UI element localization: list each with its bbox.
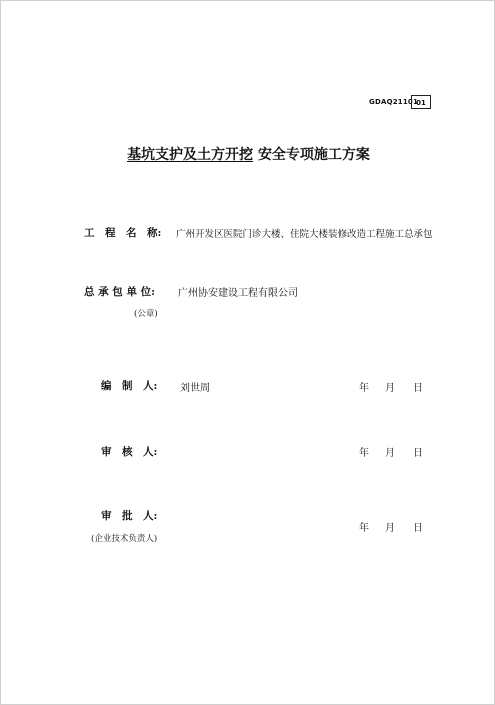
project-name-value: 广州开发区医院门诊大楼、住院大楼装修改造工程施工总承包 [176, 229, 433, 240]
contractor-seal-note: (公章) [134, 309, 158, 319]
date-day: 日 [413, 383, 423, 394]
date-year: 年 [359, 383, 369, 394]
approver-note: (企业技术负责人) [91, 534, 158, 544]
approver-label: 审 批 人: [101, 510, 158, 522]
project-name-label: 工 程 名 称: [84, 227, 162, 239]
date-day: 日 [413, 523, 423, 534]
contractor-value: 广州协安建设工程有限公司 [178, 288, 298, 299]
date-month: 月 [385, 523, 395, 534]
date-month: 月 [385, 448, 395, 459]
reviewer-date [359, 444, 423, 459]
document-code: GDAQ21101 [369, 98, 419, 106]
date-month: 月 [385, 383, 395, 394]
document-number-box: 01 [411, 95, 431, 109]
date-year: 年 [359, 523, 369, 534]
reviewer-label: 审 核 人: [101, 446, 158, 458]
document-title [1, 144, 495, 164]
compiler-date [359, 379, 423, 394]
date-year: 年 [359, 448, 369, 459]
date-day: 日 [413, 448, 423, 459]
compiler-label: 编 制 人: [101, 380, 158, 392]
compiler-value: 刘世周 [180, 383, 210, 394]
title-part-underlined: 基坑支护及土方开挖 [127, 147, 254, 163]
approver-date [359, 519, 423, 534]
title-part-plain: 安全专项施工方案 [257, 147, 370, 163]
contractor-label: 总 承 包 单 位: [84, 286, 155, 298]
